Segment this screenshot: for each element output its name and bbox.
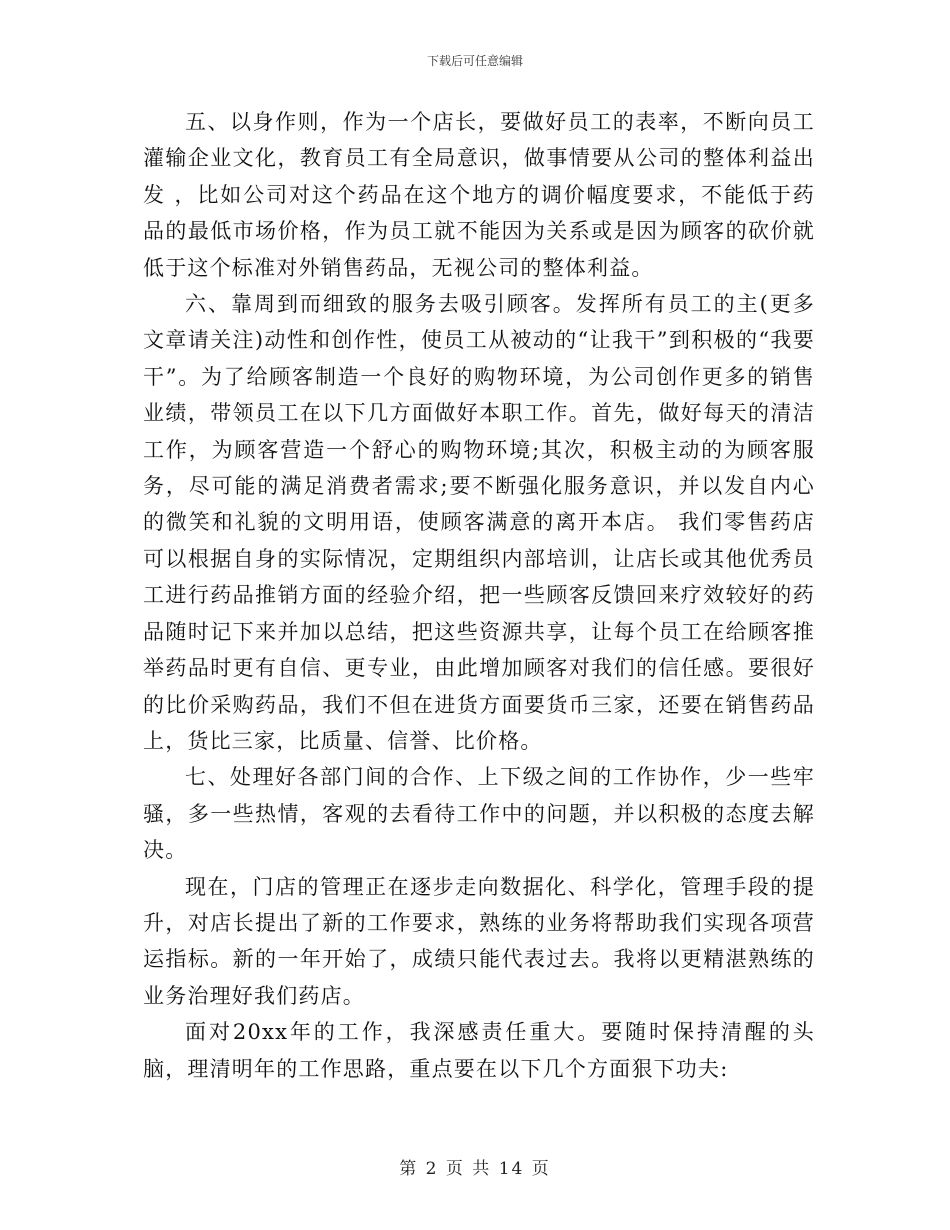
page-header: 下载后可任意编辑 (426, 54, 523, 68)
paragraph-next-year: 面对20xx年的工作，我深感责任重大。要随时保持清醒的头脑，理清明年的工作思路，重点要在以下几个方面狠下功夫: (143, 1020, 815, 1081)
paragraph-5: 五、以身作则，作为一个店长，要做好员工的表率，不断向员工灌输企业文化，教育员工有全局意识，做事情要从公司的整体利益出发 ，比如公司对这个药品在这个地方的调价幅度要求，不能低于药品的最低市场价格，作为员工就不能因为关系或是因为顾客的砍价就低于这个标准对外销售药品，无视公司的整体利益。 (143, 110, 815, 280)
paragraph-7: 七、处理好各部门间的合作、上下级之间的工作协作，少一些牢骚，多一些热情，客观的去看待工作中的问题，并以积极的态度去解决。 (143, 765, 815, 863)
paragraph-6: 六、靠周到而细致的服务去吸引顾客。发挥所有员工的主(更多文章请关注)动性和创作性，使员工从被动的“让我干”到积极的“我要干”。为了给顾客制造一个良好的购物环境，为公司创作更多的销售业绩，带领员工在以下几方面做好本职工作。首先，做好每天的清洁工作，为顾客营造一个舒心的购物环境;其次，积极主动的为顾客服务，尽可能的满足消费者需求;要不断强化服务意识，并以发自内心的微笑和礼貌的文明用语，使顾客满意的离开本店。 我们零售药店可以根据自身的实际情况，定期组织内部培训，让店长或其他优秀员工进行药品推销方面的经验介绍，把一些顾客反馈回来疗效较好的药品随时记下来并加以总结，把这些资源共享，让每个员工在给顾客推举药品时更有自信、更专业，由此增加顾客对我们的信任感。要很好的比价采购药品，我们不但在进货方面要货币三家，还要在销售药品上，货比三家，比质量、信誉、比价格。 (143, 292, 815, 753)
document-body (143, 104, 815, 1087)
page-footer: 第 2 页 共 14 页 (399, 1159, 551, 1179)
paragraph-current-status: 现在，门店的管理正在逐步走向数据化、科学化，管理手段的提升，对店长提出了新的工作要求，熟练的业务将帮助我们实现各项营运指标。新的一年开始了，成绩只能代表过去。我将以更精湛熟练的业务治理好我们药店。 (143, 874, 815, 1008)
